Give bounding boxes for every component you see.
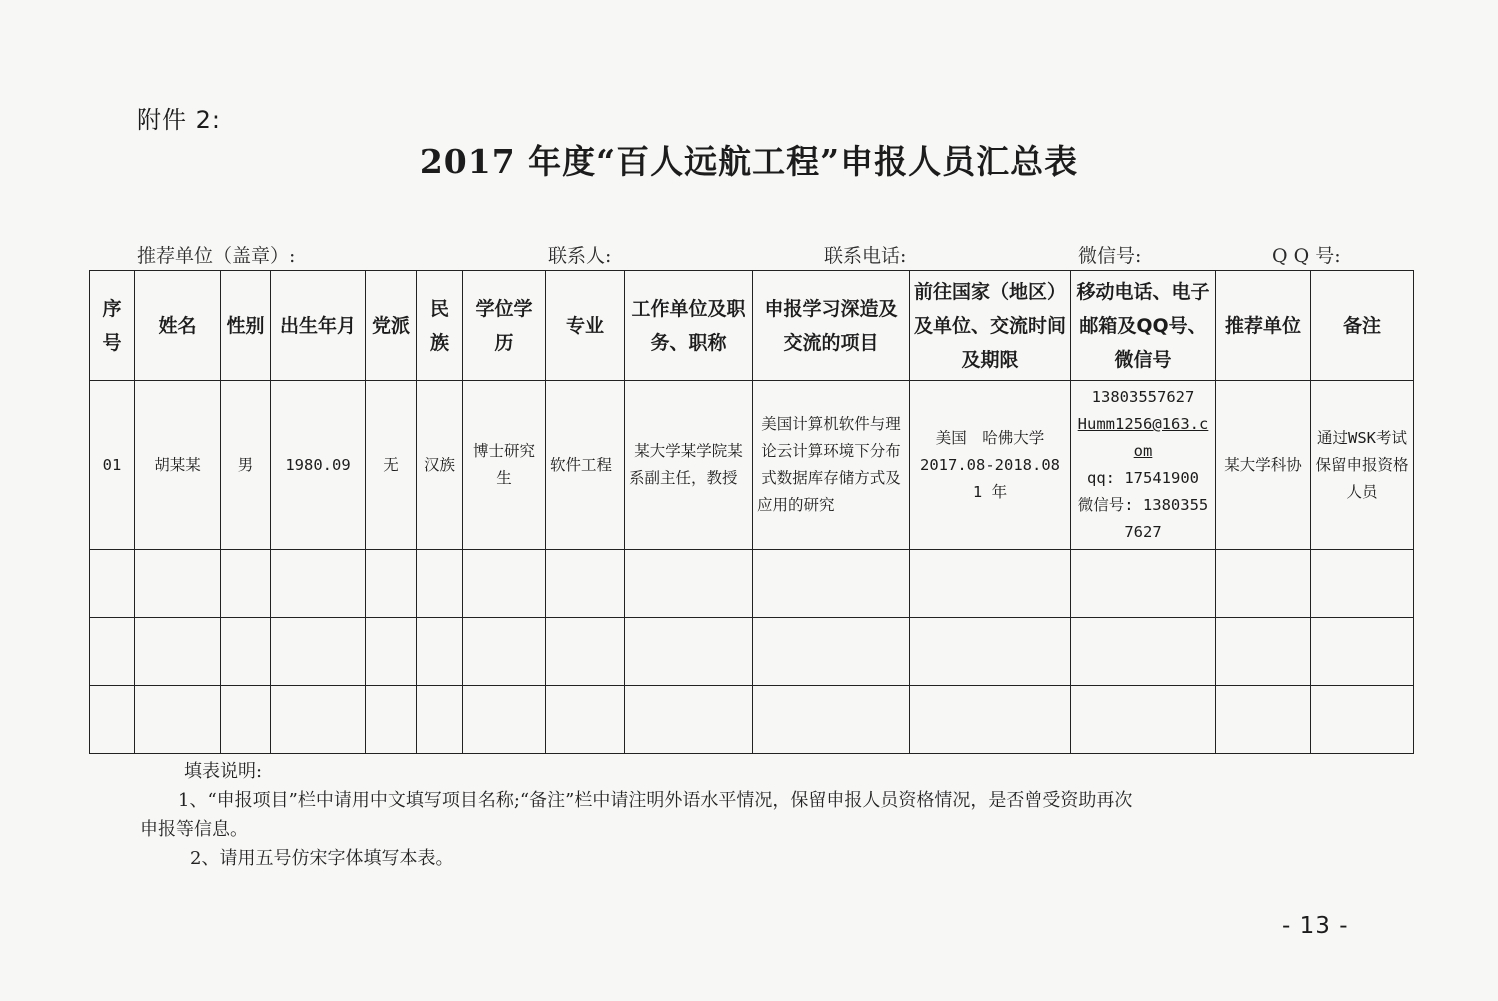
header-major: 专业 [546,271,625,381]
header-remarks: 备注 [1311,271,1414,381]
cell-recommender: 某大学科协 [1216,381,1311,550]
meta-wechat: 微信号: [1078,245,1142,267]
meta-contact-person: 联系人: [548,245,612,267]
notes-item-1-continued: 申报等信息。 [140,819,248,840]
cell-party: 无 [366,381,417,550]
attachment-label: 附件 2: [137,106,221,134]
meta-recommender: 推荐单位（盖章）: [137,245,296,267]
header-project: 申报学习深造及交流的项目 [753,271,910,381]
table-row-empty [90,686,1414,754]
contact-qq: qq: 17541900 [1087,469,1199,487]
contact-wechat: 微信号: 13803557627 [1077,496,1209,541]
table-row-empty [90,618,1414,686]
header-seq: 序号 [90,271,135,381]
header-ethnicity: 民族 [417,271,463,381]
header-contacts: 移动电话、电子邮箱及QQ号、微信号 [1071,271,1216,381]
cell-name: 胡某某 [135,381,221,550]
cell-project: 美国计算机软件与理论云计算环境下分布式数据库存储方式及应用的研究 [753,381,910,550]
header-birth: 出生年月 [271,271,366,381]
page-title: 2017 年度“百人远航工程”申报人员汇总表 [419,142,1079,181]
cell-birth: 1980.09 [271,381,366,550]
meta-qq: Q Q 号: [1272,245,1341,267]
cell-contacts [1071,381,1216,550]
table-row-empty [90,550,1414,618]
contact-phone: 13803557627 [1091,388,1195,406]
header-name: 姓名 [135,271,221,381]
cell-ethnicity: 汉族 [417,381,463,550]
fill-instructions [140,757,1365,873]
meta-contact-phone: 联系电话: [824,245,907,267]
cell-remarks: 通过WSK考试保留申报资格人员 [1311,381,1414,550]
header-degree: 学位学历 [463,271,546,381]
cell-degree: 博士研究生 [463,381,546,550]
table-header-row [90,271,1414,381]
header-destination: 前往国家（地区）及单位、交流时间及期限 [910,271,1071,381]
notes-item-2: 2、请用五号仿宋字体填写本表。 [190,848,454,869]
cell-seq: 01 [90,381,135,550]
cell-employer: 某大学某学院某系副主任，教授 [625,381,753,550]
table-row [90,381,1414,550]
destination-period: 2017.08-2018.08 [920,455,1060,474]
cell-gender: 男 [221,381,271,550]
contact-email-link[interactable]: Humm1256@163.com [1077,415,1209,460]
destination-duration: 1 年 [972,482,1008,501]
page-number: - 13 - [1282,913,1349,939]
header-recommender: 推荐单位 [1216,271,1311,381]
destination-place: 美国 哈佛大学 [935,428,1045,447]
summary-table [89,270,1414,754]
notes-item-1: 1、“申报项目”栏中请用中文填写项目名称;“备注”栏中请注明外语水平情况，保留申报人员资格情况，是否曾受资助再次 [178,790,1133,811]
header-gender: 性别 [221,271,271,381]
header-party: 党派 [366,271,417,381]
notes-heading: 填表说明: [184,761,263,782]
header-employer: 工作单位及职务、职称 [625,271,753,381]
cell-major: 软件工程 [546,381,625,550]
cell-destination [910,381,1071,550]
